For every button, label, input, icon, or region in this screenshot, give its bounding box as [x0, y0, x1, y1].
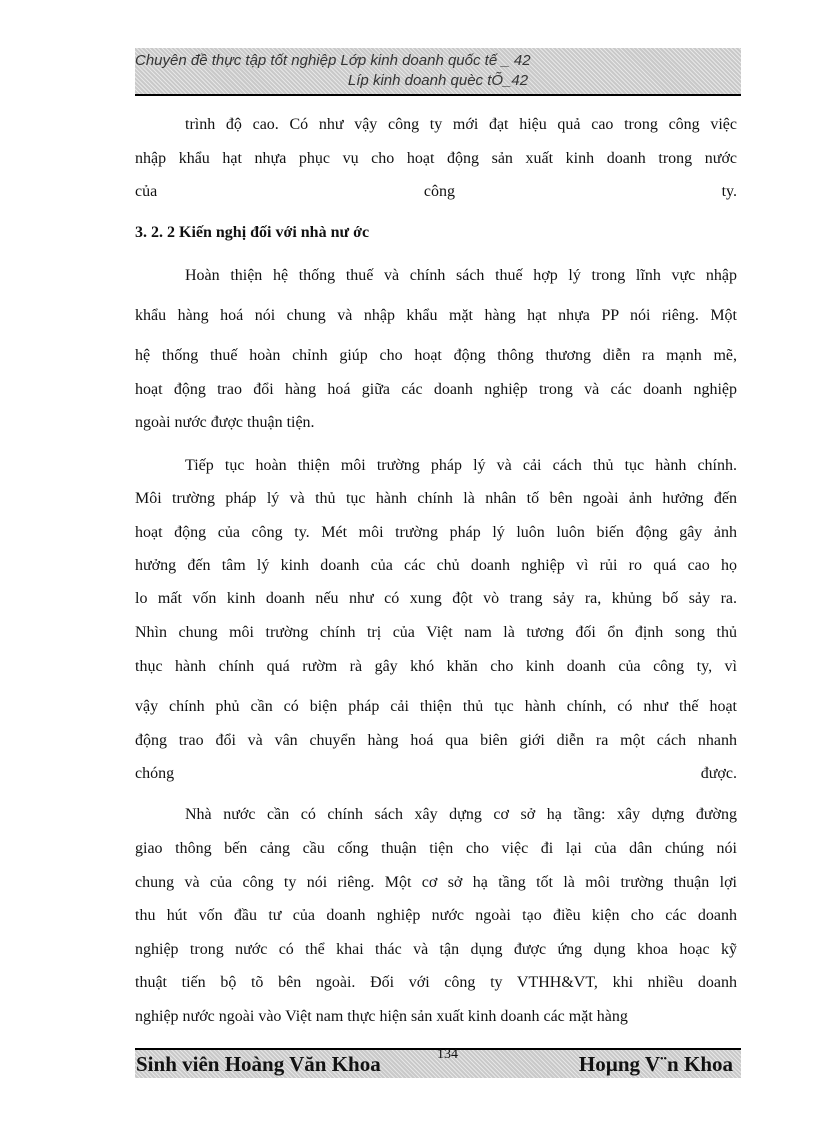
text-line: lo mất vốn kinh doanh nếu như có xung đột vò trang sảy ra, khủng bố sảy ra. [135, 590, 737, 607]
text-line: động trao đổi và vân chuyển hàng hoá qua biên giới diễn ra một cách nhanh [135, 732, 737, 749]
text-line: ngoài nước được thuận tiện. [135, 414, 315, 431]
text-line: hoạt động của công ty. Mét môi trường pháp lý luôn luôn biến động gây ảnh [135, 524, 737, 541]
page-footer [135, 1048, 741, 1078]
text-line: nghiệp nước ngoài vào Việt nam thực hiện sản xuất kinh doanh các mặt hàng [135, 1008, 628, 1025]
text-line: thục hành chính quá rườm rà gây khó khăn cho kinh doanh của công ty, vì [135, 658, 737, 675]
text-line: Nhìn chung môi trường chính trị của Việt nam là tương đối ổn định song thủ [135, 624, 737, 641]
header-line-2: Líp kinh doanh quèc tÕ_42 [347, 72, 529, 89]
text-line: Nhà nước cần có chính sách xây dựng cơ sở hạ tầng: xây dựng đường [185, 806, 737, 823]
text-line: hoạt động trao đổi hàng hoá giữa các doanh nghiệp trong và các doanh nghiệp [135, 381, 737, 398]
text-line: chung và của công ty nói riêng. Một cơ sở hạ tầng tốt là môi trường thuận lợi [135, 874, 737, 891]
text-line: hệ thống thuế hoàn chỉnh giúp cho hoạt động thông thương diễn ra mạnh mẽ, [135, 347, 737, 364]
header-line-1: Chuyên đề thực tập tốt nghiệp Lớp kinh doanh quốc tế _ 42 [135, 52, 531, 69]
text-line: nghiệp trong nước có thể khai thác và tận dụng được ứng dụng khoa hoạc kỹ [135, 941, 737, 958]
text-line: nhập khẩu hạt nhựa phục vụ cho hoạt động sản xuất kinh doanh trong nước [135, 150, 737, 167]
footer-author-encoded: Hoµng V¨n Khoa [578, 1052, 733, 1076]
page-number: 134 [437, 1047, 458, 1062]
text-line: khẩu hàng hoá nói chung và nhập khẩu mặt hàng hạt nhựa PP nói riêng. Một [135, 307, 737, 324]
section-heading: 3. 2. 2 Kiến nghị đối với nhà nư ớc [135, 224, 370, 241]
text-line: giao thông bến cảng cầu cống thuận tiện cho việc đi lại của dân chúng nói [135, 840, 737, 857]
text-line: Tiếp tục hoàn thiện môi trường pháp lý và cải cách thủ tục hành chính. [185, 457, 737, 474]
text-line: thu hút vốn đầu tư của doanh nghiệp nước ngoài tạo điều kiện cho các doanh [135, 907, 737, 924]
text-line: thuật tiến bộ tõ bên ngoài. Đối với công ty VTHH&VT, khi nhiều doanh [135, 974, 737, 991]
footer-author: Sinh viên Hoàng Văn Khoa [136, 1052, 381, 1076]
text-line: vậy chính phủ cần có biện pháp cải thiện thủ tục hành chính, có như thế hoạt [135, 698, 737, 715]
page-header [135, 48, 741, 96]
text-line: hưởng đến tâm lý kinh doanh của các chủ doanh nghiệp vì rủi ro quá cao họ [135, 557, 737, 574]
text-line: chóng được. [135, 765, 737, 782]
text-line: của công ty. [135, 183, 737, 200]
text-line: Môi trường pháp lý và thủ tục hành chính là nhân tố bên ngoài ảnh hưởng đến [135, 490, 737, 507]
text-line: trình độ cao. Có như vậy công ty mới đạt hiệu quả cao trong công việc [185, 116, 737, 133]
text-line: Hoàn thiện hệ thống thuế và chính sách thuế hợp lý trong lĩnh vực nhập [185, 267, 737, 284]
